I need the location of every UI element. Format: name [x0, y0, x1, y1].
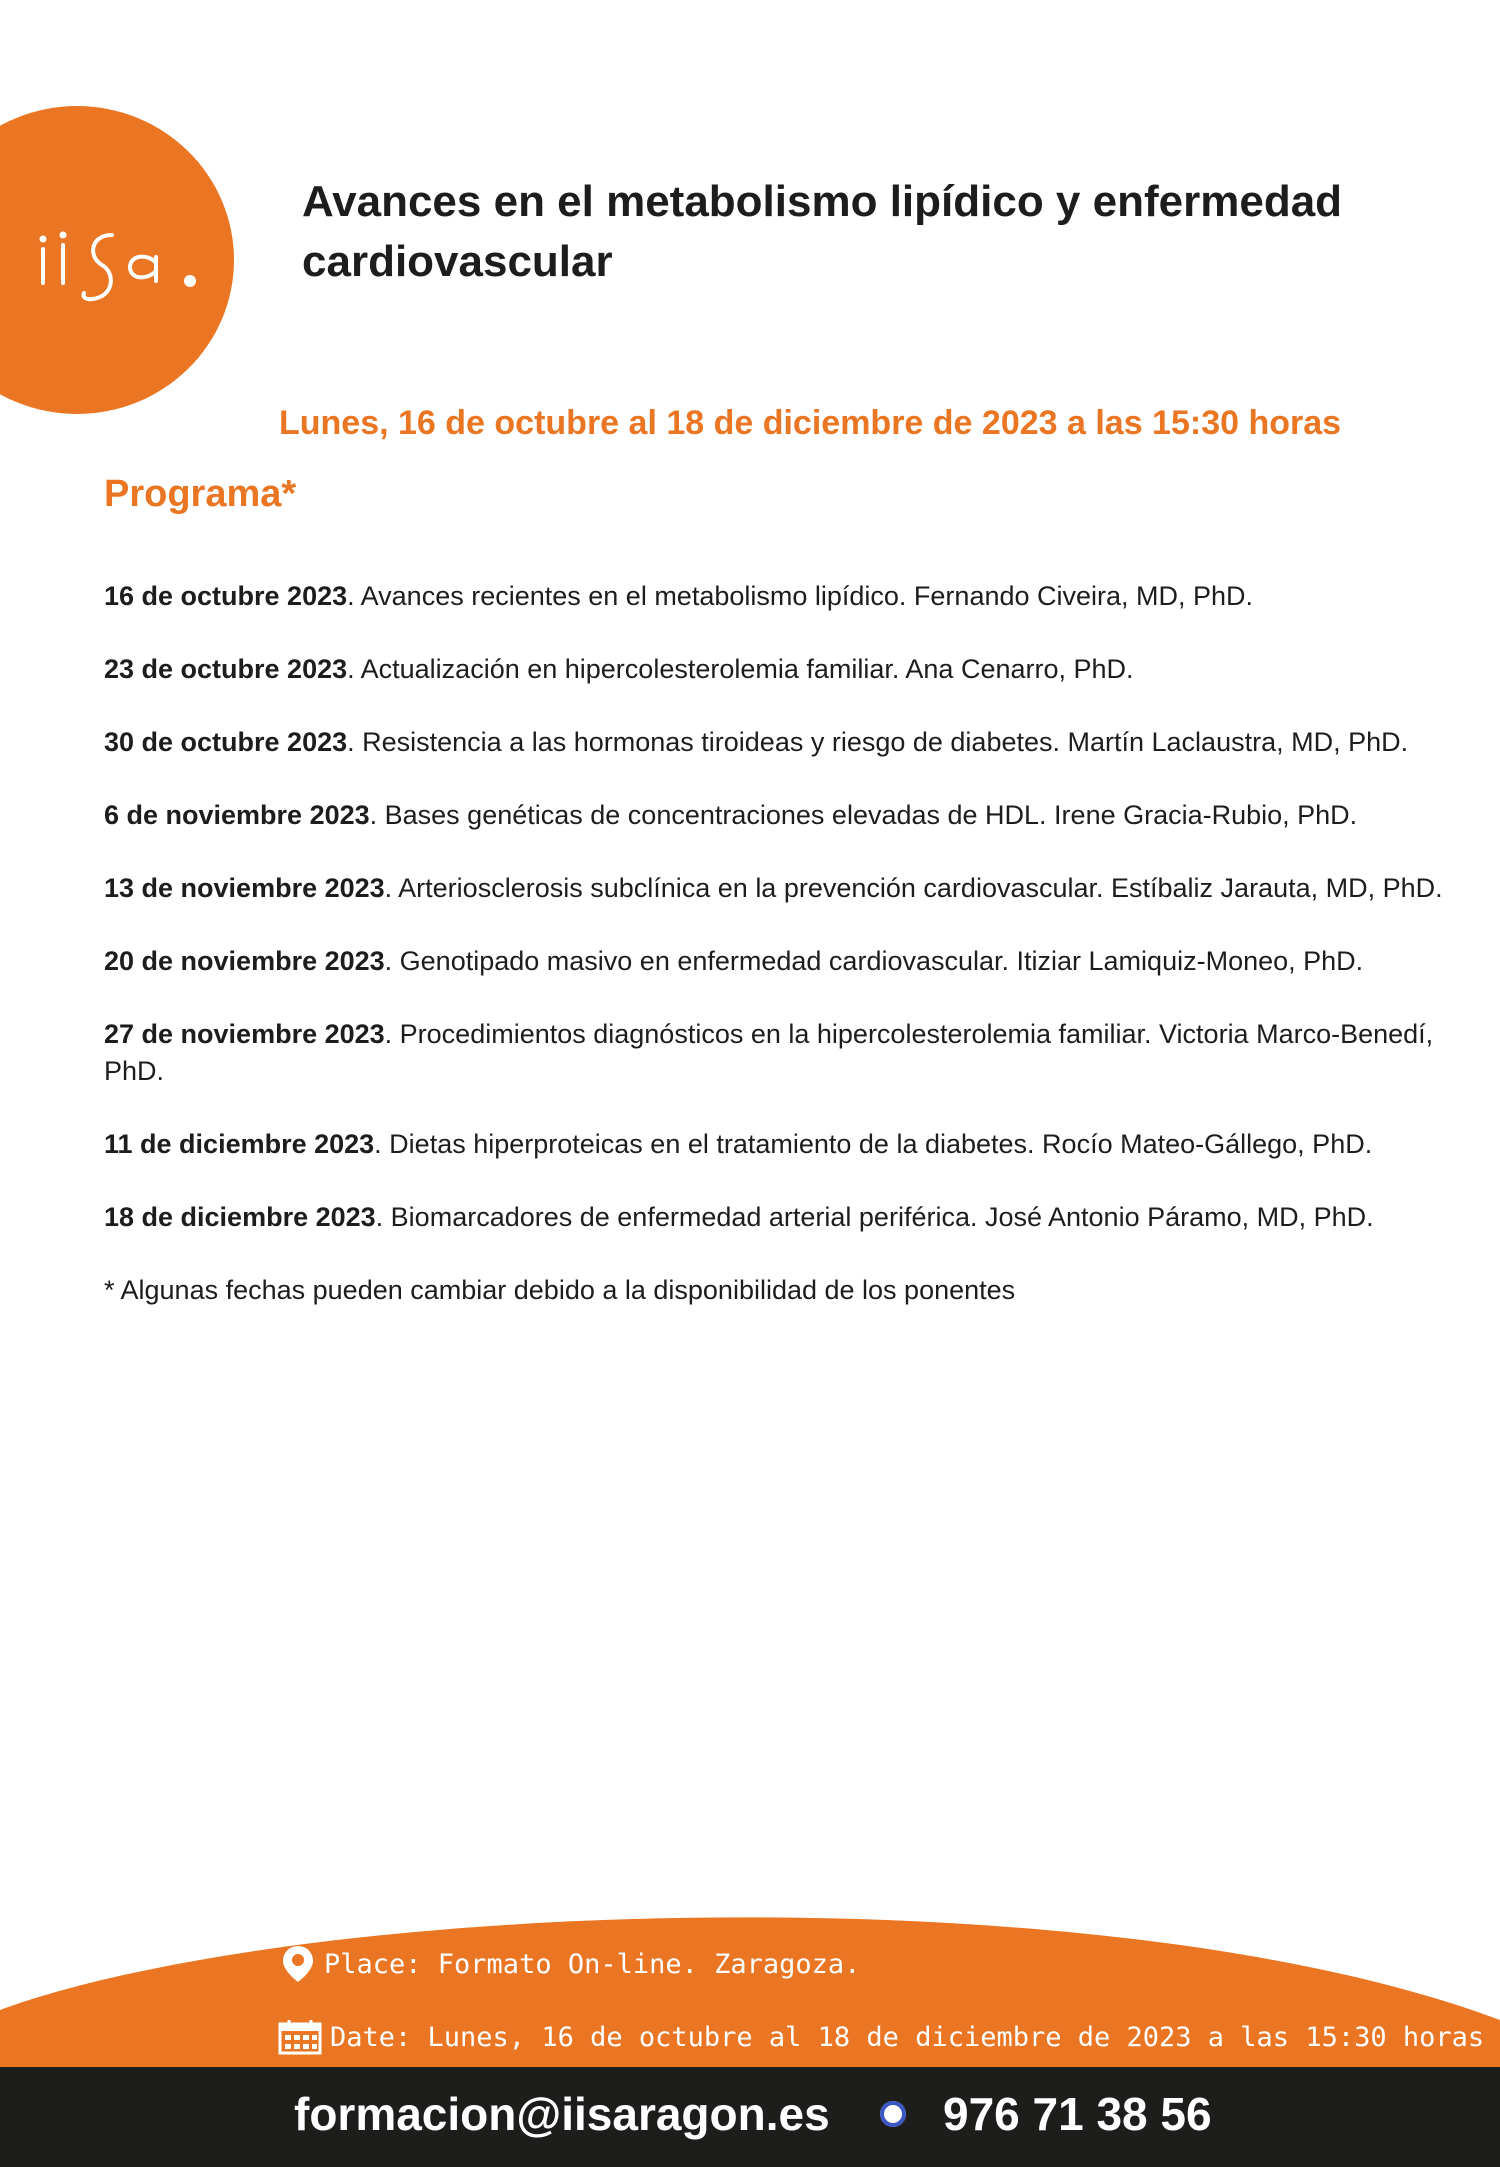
session-description: . Bases genéticas de concentraciones elevadas de HDL. Irene Gracia-Rubio, PhD.	[369, 800, 1358, 830]
session-date: 20 de noviembre 2023	[104, 946, 385, 976]
program-session	[104, 870, 1444, 907]
contact-bar	[0, 2067, 1500, 2167]
calendar-icon	[278, 2019, 322, 2055]
session-description: . Biomarcadores de enfermedad arterial periférica. José Antonio Páramo, MD, PhD.	[375, 1202, 1374, 1232]
contact-email[interactable]: formacion@iisaragon.es	[294, 2088, 830, 2140]
program-session	[104, 1126, 1444, 1163]
program-heading: Programa*	[104, 473, 297, 515]
footer-date	[278, 2019, 1484, 2055]
event-dates-subtitle: Lunes, 16 de octubre al 18 de diciembre de 2023 a las 15:30 horas	[279, 404, 1342, 442]
session-date: 16 de octubre 2023	[104, 581, 348, 611]
program-session	[104, 943, 1444, 980]
program-session	[104, 1199, 1444, 1236]
session-date: 11 de diciembre 2023	[104, 1129, 375, 1159]
contact-phone[interactable]: 976 71 38 56	[943, 2088, 1212, 2140]
session-date: 30 de octubre 2023	[104, 727, 348, 757]
program-session	[104, 651, 1444, 688]
phone-dot-icon	[880, 2101, 906, 2127]
session-date: 13 de noviembre 2023	[104, 873, 385, 903]
session-description: . Arteriosclerosis subclínica en la prevención cardiovascular. Estíbaliz Jarauta, MD, PhD.	[384, 873, 1443, 903]
footer-date-text: Date: Lunes, 16 de octubre al 18 de diciembre de 2023 a las 15:30 horas	[330, 2021, 1485, 2053]
session-date: 18 de diciembre 2023	[104, 1202, 376, 1232]
session-date: 23 de octubre 2023	[104, 654, 348, 684]
program-footnote: * Algunas fechas pueden cambiar debido a la disponibilidad de los ponentes	[104, 1275, 1016, 1305]
session-date: 6 de noviembre 2023	[104, 800, 370, 830]
footer-place	[280, 1944, 860, 1984]
program-session	[104, 724, 1444, 761]
program-footnote-item	[104, 1272, 1444, 1309]
session-description: . Genotipado masivo en enfermedad cardiovascular. Itiziar Lamiquiz-Moneo, PhD.	[384, 946, 1364, 976]
program-session	[104, 578, 1444, 615]
session-description: . Avances recientes en el metabolismo lipídico. Fernando Civeira, MD, PhD.	[347, 581, 1254, 611]
session-description: . Actualización en hipercolesterolemia familiar. Ana Cenarro, PhD.	[347, 654, 1134, 684]
session-description: . Resistencia a las hormonas tiroideas y riesgo de diabetes. Martín Laclaustra, MD, PhD.	[347, 727, 1409, 757]
document-title: Avances en el metabolismo lipídico y enfermedad cardiovascular	[302, 177, 1343, 286]
footer-place-text: Place: Formato On-line. Zaragoza.	[324, 1948, 861, 1980]
session-date: 27 de noviembre 2023	[104, 1019, 385, 1049]
iisa-logo-icon	[30, 205, 205, 325]
program-session	[104, 797, 1444, 834]
program-session	[104, 1016, 1444, 1090]
program-list	[104, 578, 1444, 1345]
session-description: . Procedimientos diagnósticos en la hipercolesterolemia familiar. Victoria Marco-Benedí, PhD.	[104, 1019, 1434, 1086]
session-description: . Dietas hiperproteicas en el tratamiento de la diabetes. Rocío Mateo-Gállego, PhD.	[374, 1129, 1373, 1159]
location-pin-icon	[280, 1944, 316, 1984]
